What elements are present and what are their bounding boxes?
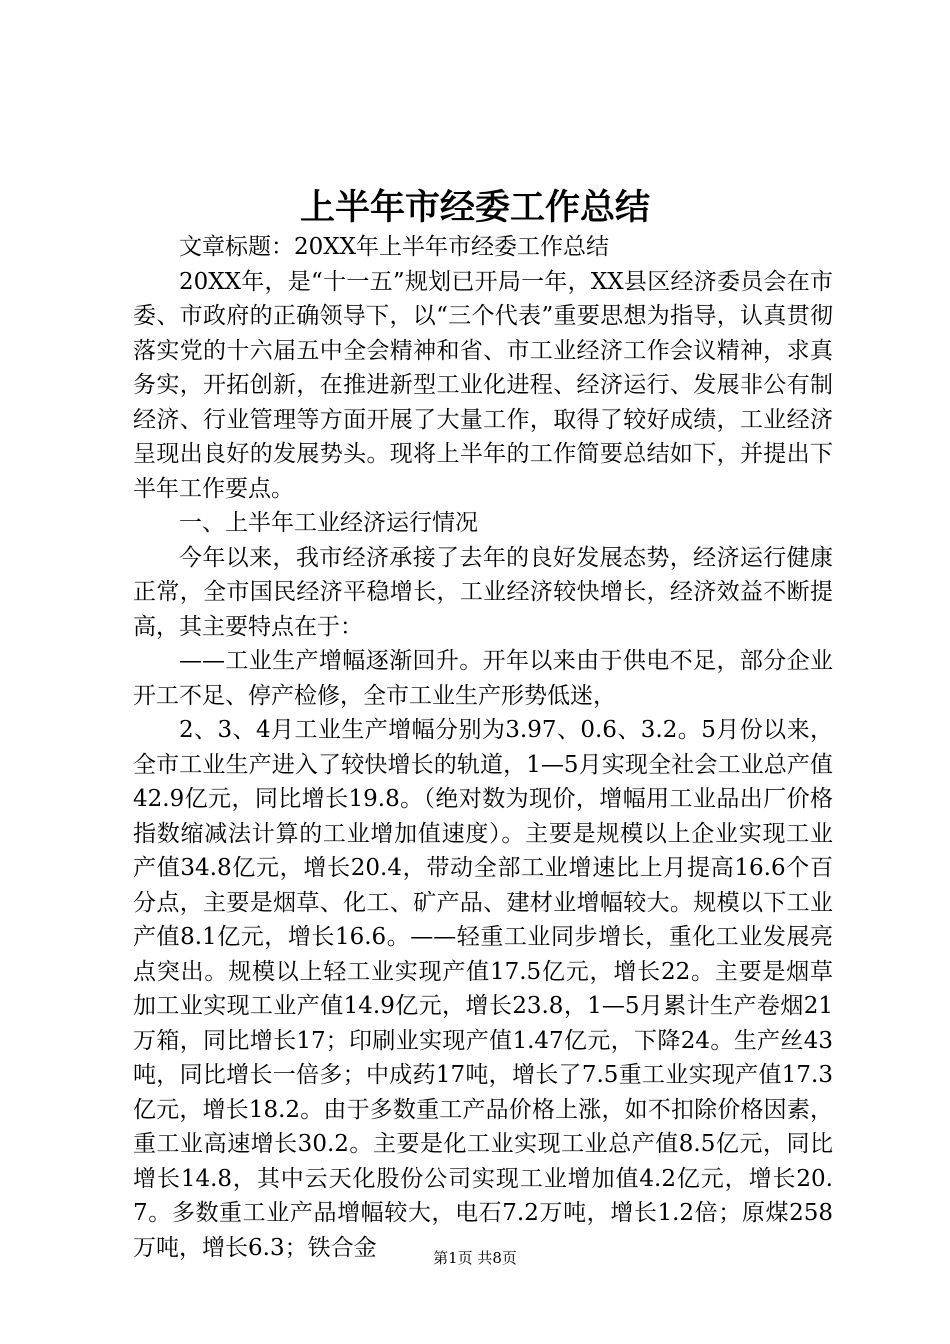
section-heading: 一、上半年工业经济运行情况 xyxy=(179,510,478,536)
article-title-line: 文章标题：20XX年上半年市经委工作总结 xyxy=(179,234,610,260)
overview-paragraph: 今年以来，我市经济承接了去年的良好发展态势，经济运行健康正常，全市国民经济平稳增长，工业经济较快增长，经济效益不断提高，其主要特点在于： xyxy=(133,544,833,640)
production-paragraph: ——工业生产增幅逐渐回升。开年以来由于供电不足，部分企业开工不足、停产检修，全市工业生产形势低迷， xyxy=(133,648,833,709)
document-body xyxy=(133,230,833,1265)
page-number: 第1页 共8页 xyxy=(433,1249,517,1267)
intro-paragraph: 20XX年，是“十一五”规划已开局一年，XX县区经济委员会在市委、市政府的正确领导下，以“三个代表”重要思想为指导，认真贯彻落实党的十六届五中全会精神和省、市工业经济工作会议精神，求真务实，开拓创新，在推进新型工业化进程、经济运行、发展非公有制经济、行业管理等方面开展了大量工作，取得了较好成绩，工业经济呈现出良好的发展势头。现将上半年的工作简要总结如下，并提出下半年工作要点。 xyxy=(133,268,833,502)
statistics-paragraph: 2、3、4月工业生产增幅分别为3.97、0.6、3.2。5月份以来，全市工业生产进入了较快增长的轨道，1—5月实现全社会工业总产值42.9亿元，同比增长19.8。（绝对数为现价，增幅用工业品出厂价格指数缩减法计算的工业增加值速度）。主要是规模以上企业实现工业产值34.8亿元，增长20.4，带动全部工业增速比上月提高16.6个百分点，主要是烟草、化工、矿产品、建材业增幅较大。规模以下工业产值8.1亿元，增长16.6。——轻重工业同步增长，重化工业发展亮点突出。规模以上轻工业实现产值17.5亿元，增长22。主要是烟草加工业实现工业产值14.9亿元，增长23.8，1—5月累计生产卷烟21万箱，同比增长17；印刷业实现产值1.47亿元，下降24。生产丝43吨，同比增长一倍多；中成药17吨，增长了7.5重工业实现产值17.3亿元，增长18.2。由于多数重工产品价格上涨，如不扣除价格因素，重工业高速增长30.2。主要是化工业实现工业总产值8.5亿元，同比增长14.8，其中云天化股份公司实现工业增加值4.2亿元，增长20.7。多数重工业产品增幅较大，电石7.2万吨，增长1.2倍；原煤258万吨，增长6.3；铁合金 xyxy=(133,717,833,1261)
document-title: 上半年市经委工作总结 xyxy=(299,187,650,228)
